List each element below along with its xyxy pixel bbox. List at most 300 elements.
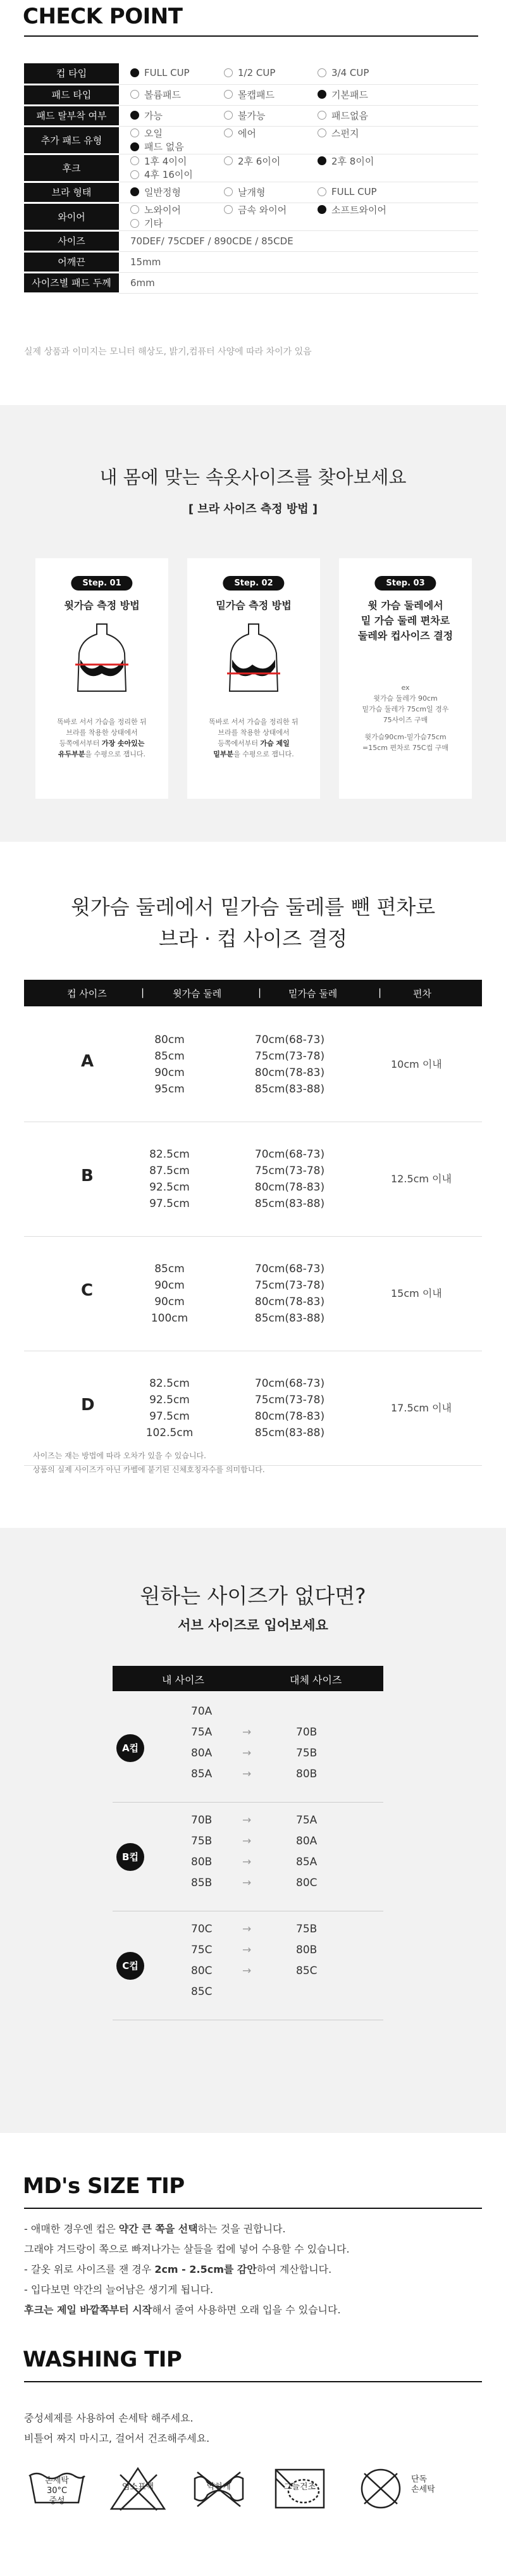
size-note-1: 사이즈는 재는 방법에 따라 오차가 있을 수 있습니다. [33, 1451, 206, 1460]
tip-text: 해서 줄여 사용하면 오래 입을 수 있습니다. [152, 2304, 341, 2316]
my-size: 80C [191, 1965, 213, 1977]
wash-label-line: 중성 [49, 2496, 65, 2506]
alt-size: 75B [296, 1747, 318, 1760]
step-badge: Step. 01 [71, 576, 132, 591]
under-value: 85cm(83-88) [254, 1427, 325, 1439]
option-values [119, 126, 478, 154]
header-mine: 내 사이즈 [162, 1674, 204, 1686]
upper-value: 97.5cm [149, 1410, 190, 1423]
tip-text: - 갈옷 위로 사이즈를 잰 경우 [24, 2263, 155, 2275]
washing-title: WASHING TIP [23, 2347, 182, 2368]
option-values [119, 154, 478, 182]
alt-size: 75A [296, 1814, 318, 1827]
cup-badge: B컵 [116, 1843, 144, 1871]
arrow-right-icon: → [242, 1877, 252, 1889]
measure-title: 내 몸에 맞는 속옷사이즈를 찾아보세요 [99, 466, 407, 488]
option-label: 컵 타입 [24, 63, 119, 84]
upper-value: 92.5cm [149, 1394, 190, 1406]
desc-line: 똑바로 서서 가슴을 정리한 뒤 [209, 718, 299, 726]
md-tip-title: MD's SIZE TIP [23, 2173, 185, 2199]
washing-icons [19, 2463, 487, 2539]
wash-label-line: 단독 [411, 2475, 428, 2484]
option-values [119, 105, 478, 126]
radio-unchecked-icon [318, 128, 326, 137]
option-item [224, 185, 306, 199]
under-value: 70cm(68-73) [254, 1148, 325, 1161]
option-values [119, 230, 478, 251]
washing-line-2: 비틀어 짜지 마시고, 걸어서 건조해주세요. [24, 2432, 210, 2444]
option-value: 70DEF/ 75CDEF / 890CDE / 85CDE [130, 235, 293, 247]
radio-unchecked-icon [318, 68, 326, 77]
under-value: 85cm(83-88) [254, 1312, 325, 1325]
option-label: 와이어 [24, 203, 119, 230]
cup-badge: A컵 [116, 1734, 144, 1762]
radio-unchecked-icon [130, 170, 139, 179]
desc-text: 을 수평으로 잽니다. [85, 750, 145, 758]
option-item [130, 88, 213, 101]
option-text: 볼륨패드 [144, 89, 181, 101]
option-item [130, 185, 213, 199]
option-item [224, 154, 306, 168]
option-item [130, 127, 213, 140]
alt-size: 80B [296, 1944, 318, 1956]
under-col [233, 1375, 347, 1441]
option-text: 스펀지 [331, 127, 359, 139]
radio-checked-icon [130, 111, 139, 120]
option-item [224, 88, 306, 101]
option-item [318, 186, 400, 197]
sub-group-1 [113, 1694, 383, 1803]
option-item [130, 67, 213, 78]
option-label: 어깨끈 [24, 251, 119, 272]
gap-value: 12.5cm 이내 [391, 1173, 452, 1185]
option-item [224, 203, 306, 216]
desc-line [43, 749, 161, 760]
option-text: FULL CUP [144, 67, 190, 79]
arrow-right-icon: → [242, 1835, 252, 1848]
upper-value: 82.5cm [149, 1377, 190, 1390]
option-label: 브라 형태 [24, 182, 119, 203]
tip-line [24, 2282, 213, 2298]
radio-unchecked-icon [130, 205, 139, 214]
radio-unchecked-icon [224, 156, 233, 165]
upper-value: 100cm [151, 1312, 188, 1325]
size-table-header [24, 980, 482, 1006]
upper-col [119, 1146, 220, 1212]
under-value: 85cm(83-88) [254, 1197, 325, 1210]
sub-group-2 [113, 1803, 383, 1911]
sub-size-subtitle: 서브 사이즈로 입어보세요 [178, 1618, 328, 1633]
alt-size: 70B [296, 1726, 318, 1739]
desc-bold: 유두부분 [58, 750, 85, 758]
upper-col [119, 1032, 220, 1097]
option-label: 패드 탈부착 여부 [24, 105, 119, 126]
wash-label [411, 2475, 449, 2495]
wash-label-line: 그늘건조 [283, 2482, 316, 2492]
option-item [224, 127, 306, 140]
step-badge: Step. 03 [374, 576, 436, 591]
radio-checked-icon [318, 205, 326, 214]
option-label: 후크 [24, 154, 119, 182]
header-sep: | [258, 987, 262, 998]
sub-size-section [0, 1528, 506, 2133]
alt-size: 80C [296, 1877, 318, 1889]
option-row [24, 84, 478, 105]
gap-value: 15cm 이내 [391, 1287, 442, 1299]
option-row [24, 126, 478, 154]
under-value: 75cm(73-78) [254, 1394, 325, 1406]
option-item [224, 67, 306, 78]
washing-line-1: 중성세제를 사용하여 손세탁 해주세요. [24, 2412, 194, 2424]
desc-bold: 가장 솟아있는 [101, 739, 145, 747]
alt-size: 80B [296, 1768, 318, 1780]
option-values [119, 182, 478, 203]
desc-line: 브라를 착용한 상태에서 [218, 728, 290, 737]
under-value: 80cm(78-83) [254, 1410, 325, 1423]
wash-label [188, 2482, 249, 2492]
md-tip-section [0, 2133, 506, 2368]
radio-unchecked-icon [130, 156, 139, 165]
radio-unchecked-icon [224, 68, 233, 77]
example-line [347, 725, 464, 732]
radio-checked-icon [318, 156, 326, 165]
option-text: 소프트와이어 [331, 204, 386, 216]
divider [24, 2208, 482, 2209]
option-item [130, 140, 213, 153]
arrow-right-icon: → [242, 1768, 252, 1780]
desc-bold: 밑부분 [213, 750, 234, 758]
option-item [130, 203, 213, 216]
option-text: 에어 [238, 127, 256, 139]
shade-dry-icon [267, 2463, 336, 2533]
option-values [119, 63, 478, 84]
my-size: 85C [191, 1985, 213, 1998]
arrow-right-icon: → [242, 1747, 252, 1760]
option-text: 1/2 CUP [238, 67, 276, 79]
cup-letter: B [81, 1166, 94, 1185]
option-text: 가능 [144, 109, 163, 122]
step-card-1 [35, 558, 168, 799]
desc-text: 을 수평으로 잽니다. [233, 750, 294, 758]
under-value: 70cm(68-73) [254, 1377, 325, 1390]
header-under: 밑가슴 둘레 [288, 988, 338, 999]
option-text: 몰캡패드 [238, 89, 275, 101]
radio-unchecked-icon [224, 90, 233, 99]
my-size: 85A [191, 1768, 213, 1780]
option-item [130, 216, 213, 230]
radio-unchecked-icon [130, 90, 139, 99]
tip-line [24, 2222, 286, 2237]
option-values [119, 272, 478, 293]
radio-unchecked-icon [224, 128, 233, 137]
under-value: 85cm(83-88) [254, 1083, 325, 1096]
option-row [24, 203, 478, 230]
sub-group-3 [113, 1911, 383, 2020]
header-alt: 대체 사이즈 [290, 1674, 342, 1686]
option-text: 불가능 [238, 109, 266, 122]
radio-unchecked-icon [224, 205, 233, 214]
step-title: 윗가슴 측정 방법 [64, 599, 140, 611]
under-col [233, 1146, 347, 1212]
check-point-table [24, 63, 478, 294]
step-title: 둘레와 컵사이즈 결정 [357, 630, 454, 642]
desc-text: 등쪽에서부터 [59, 739, 102, 747]
option-item [318, 154, 400, 168]
radio-unchecked-icon [318, 111, 326, 120]
alt-size: 85A [296, 1856, 318, 1868]
tip-text: 그래야 겨드랑이 쪽으로 빠져나가는 살들을 컵에 넣어 수용할 수 있습니다. [24, 2243, 350, 2255]
option-text: 금속 와이어 [238, 204, 287, 216]
option-text: 3/4 CUP [331, 67, 369, 79]
step-desc [187, 716, 320, 760]
step-title: 윗 가슴 둘레에서 [367, 599, 443, 611]
size-group-D [24, 1351, 482, 1466]
option-values [119, 203, 478, 230]
alt-size: 80A [296, 1835, 318, 1848]
option-item [318, 109, 400, 122]
upper-value: 92.5cm [149, 1181, 190, 1194]
alt-size: 75B [296, 1923, 318, 1935]
tip-line [24, 2262, 331, 2277]
under-col [233, 1032, 347, 1097]
option-values [119, 251, 478, 272]
washing-section [0, 2368, 506, 2576]
upper-value: 90cm [154, 1296, 185, 1308]
tip-bold: 2cm - 2.5cm를 감안 [154, 2263, 257, 2275]
size-group-A [24, 1008, 482, 1122]
tip-line [24, 2303, 341, 2318]
divider [24, 35, 478, 37]
example-line: =15cm 편차로 75C컵 구매 [362, 744, 448, 752]
under-value: 80cm(78-83) [254, 1066, 325, 1079]
tip-text: 하여 계산합니다. [256, 2263, 332, 2275]
upper-value: 90cm [154, 1279, 185, 1292]
cup-badge: C컵 [116, 1952, 144, 1980]
mannequin-icon [64, 620, 140, 696]
step-cards [35, 558, 472, 799]
step-card-3 [339, 558, 472, 799]
radio-unchecked-icon [224, 187, 233, 196]
option-row [24, 154, 478, 182]
tip-text: - 애매한 경우엔 컵은 [24, 2223, 119, 2235]
size-table-section [0, 842, 506, 1528]
step-title: 밑 가슴 둘레 편차로 [361, 615, 450, 627]
no-dry-clean-icon-shape [350, 2463, 411, 2514]
no-dry-clean-icon [348, 2463, 435, 2533]
cup-letter: C [81, 1281, 94, 1300]
tip-bold: 후크는 제일 바깥쪽부터 시작 [24, 2304, 152, 2316]
desc-line: 브라를 착용한 상태에서 [66, 728, 138, 737]
under-col [233, 1261, 347, 1327]
option-row [24, 105, 478, 126]
wash-label [108, 2482, 168, 2492]
my-size: 80A [191, 1747, 213, 1760]
divider [24, 2381, 482, 2382]
tip-line [24, 2242, 350, 2257]
option-item [318, 88, 400, 101]
option-label: 패드 타입 [24, 84, 119, 105]
upper-value: 85cm [154, 1050, 185, 1063]
wash-label-line: 손세탁 [45, 2476, 69, 2485]
under-value: 70cm(68-73) [254, 1263, 325, 1275]
header-upper: 윗가슴 둘레 [173, 988, 222, 999]
option-text: 1후 4이이 [144, 155, 187, 167]
option-text: FULL CUP [331, 186, 377, 198]
gap-value: 17.5cm 이내 [391, 1402, 452, 1414]
option-label: 사이즈별 패드 두께 [24, 272, 119, 293]
size-group-C [24, 1237, 482, 1351]
option-row [24, 230, 478, 251]
header-sep: | [141, 987, 145, 998]
arrow-right-icon: → [242, 1944, 252, 1956]
cup-letter: A [81, 1052, 94, 1071]
arrow-right-icon: → [242, 1726, 252, 1739]
option-value: 15mm [130, 256, 161, 268]
arrow-right-icon: → [242, 1856, 252, 1868]
under-value: 75cm(73-78) [254, 1279, 325, 1292]
option-text: 기타 [144, 218, 163, 229]
example-line: 75사이즈 구매 [383, 716, 428, 724]
size-group-B [24, 1122, 482, 1237]
step-title: 밑가슴 측정 방법 [216, 599, 292, 611]
example-line: 밑가슴 둘레가 75cm일 경우 [362, 705, 449, 713]
my-size: 85B [191, 1877, 213, 1889]
sub-size-header [113, 1666, 383, 1691]
alt-size: 85C [296, 1965, 318, 1977]
desc-text: 등쪽에서부터 [218, 739, 261, 747]
option-row [24, 182, 478, 203]
sub-size-title: 원하는 사이즈가 없다면? [140, 1584, 366, 1608]
under-value: 70cm(68-73) [254, 1034, 325, 1046]
example-line: 윗가슴90cm-밑가슴75cm [364, 733, 447, 741]
option-text: 날개형 [238, 186, 266, 198]
option-text: 일반정형 [144, 186, 181, 198]
upper-value: 90cm [154, 1066, 185, 1079]
upper-col [119, 1375, 220, 1441]
radio-unchecked-icon [224, 111, 233, 120]
wash-label [27, 2476, 87, 2506]
gap-value: 10cm 이내 [391, 1058, 442, 1070]
option-item [130, 154, 213, 168]
hand-wash-icon [24, 2463, 94, 2533]
wash-label-line: 손세탁 [411, 2485, 435, 2494]
upper-value: 82.5cm [149, 1148, 190, 1161]
header-cup: 컵 사이즈 [67, 988, 107, 999]
option-text: 2후 8이이 [331, 155, 374, 167]
arrow-right-icon: → [242, 1923, 252, 1935]
option-item [318, 127, 400, 140]
upper-value: 95cm [154, 1083, 185, 1096]
option-label: 추가 패드 유형 [24, 126, 119, 154]
step-badge: Step. 02 [223, 576, 284, 591]
under-value: 80cm(78-83) [254, 1296, 325, 1308]
under-value: 75cm(73-78) [254, 1165, 325, 1177]
option-label: 사이즈 [24, 230, 119, 251]
option-text: 기본패드 [331, 89, 368, 101]
desc-line [195, 738, 312, 749]
my-size: 75C [191, 1944, 213, 1956]
step-desc [35, 716, 168, 760]
option-row [24, 251, 478, 272]
option-row [24, 272, 478, 293]
header-gap: 편차 [413, 988, 431, 999]
desc-line: 똑바로 서서 가슴을 정리한 뒤 [57, 718, 147, 726]
mannequin-icon [216, 620, 292, 696]
check-point-section [0, 0, 506, 405]
radio-unchecked-icon [130, 128, 139, 137]
option-text: 노와이어 [144, 204, 181, 216]
example-line: ex [401, 684, 410, 692]
option-text: 오일 [144, 127, 163, 139]
option-row [24, 63, 478, 84]
my-size: 75B [191, 1835, 213, 1848]
option-text: 2후 6이이 [238, 155, 281, 167]
radio-checked-icon [318, 90, 326, 99]
no-wring-icon [186, 2463, 256, 2533]
upper-value: 85cm [154, 1263, 185, 1275]
size-note-2: 상품의 실제 사이즈가 아닌 카벨에 붙기된 신체호칭자수를 의미합니다. [33, 1465, 265, 1474]
option-value: 6mm [130, 277, 155, 289]
my-size: 70B [191, 1814, 213, 1827]
desc-line [195, 749, 312, 760]
measure-section [0, 405, 506, 842]
example-line: 윗가슴 둘레가 90cm [373, 694, 438, 703]
my-size: 80B [191, 1856, 213, 1868]
radio-checked-icon [130, 187, 139, 196]
option-item [318, 67, 400, 78]
wash-label [269, 2482, 330, 2492]
check-point-note: 실제 상품과 이미지는 모니터 해상도, 밝기,컴퓨터 사양에 따라 차이가 있음 [24, 347, 312, 357]
desc-line [43, 738, 161, 749]
option-item [130, 168, 213, 181]
no-bleach-icon [105, 2463, 175, 2533]
cup-letter: D [81, 1396, 95, 1415]
header-sep: | [378, 987, 382, 998]
tip-bold: 약간 큰 쪽을 선택 [118, 2223, 198, 2235]
upper-col [119, 1261, 220, 1327]
check-point-title: CHECK POINT [23, 4, 183, 29]
upper-value: 80cm [154, 1034, 185, 1046]
tip-text: 하는 것을 권합니다. [197, 2223, 286, 2235]
upper-value: 87.5cm [149, 1165, 190, 1177]
under-value: 80cm(78-83) [254, 1181, 325, 1194]
size-table-title-1: 윗가슴 둘레에서 밑가슴 둘레를 뺀 편차로 [70, 895, 436, 919]
option-text: 4후 16이이 [144, 169, 193, 180]
upper-value: 97.5cm [149, 1197, 190, 1210]
radio-checked-icon [130, 68, 139, 77]
option-values [119, 84, 478, 105]
measure-subtitle: [ 브라 사이즈 측정 방법 ] [188, 503, 318, 516]
wash-label-line: 약하게 [207, 2482, 231, 2492]
under-value: 75cm(73-78) [254, 1050, 325, 1063]
size-table-title-2: 브라 · 컵 사이즈 결정 [158, 927, 348, 951]
my-size: 75A [191, 1726, 213, 1739]
arrow-right-icon: → [242, 1965, 252, 1977]
option-item [130, 109, 213, 122]
option-text: 패드 없음 [144, 141, 184, 153]
radio-checked-icon [130, 142, 139, 151]
step-card-2 [187, 558, 320, 799]
upper-value: 102.5cm [145, 1427, 194, 1439]
radio-unchecked-icon [318, 187, 326, 196]
option-item [224, 109, 306, 122]
my-size: 70A [191, 1705, 213, 1718]
option-item [318, 203, 400, 216]
my-size: 70C [191, 1923, 213, 1935]
step-example [339, 682, 472, 753]
wash-label-line: 30°C [46, 2486, 68, 2496]
arrow-right-icon: → [242, 1814, 252, 1827]
